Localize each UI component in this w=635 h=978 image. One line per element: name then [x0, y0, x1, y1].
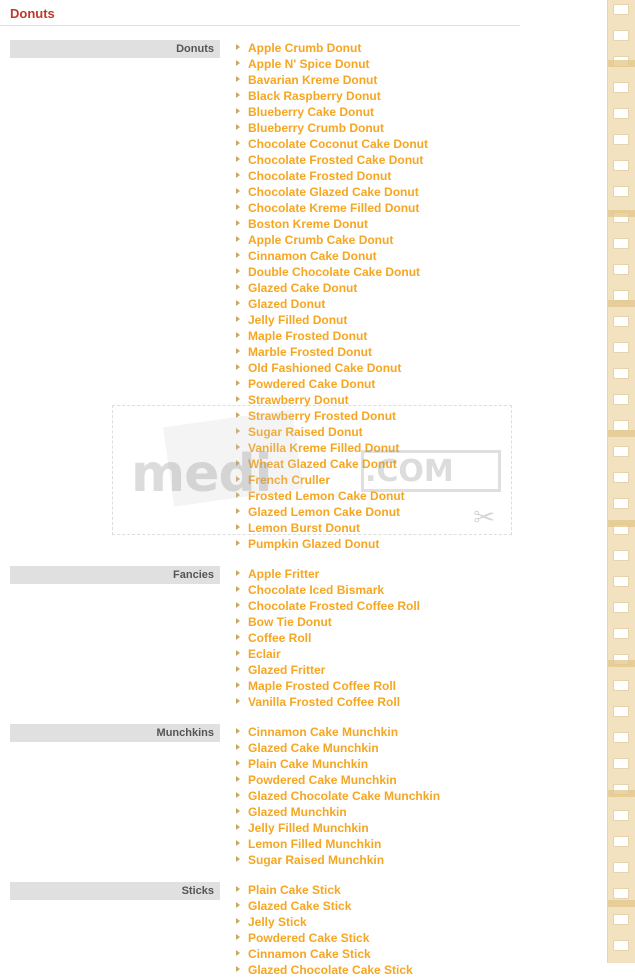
list-item[interactable]: [236, 788, 600, 804]
list-item-label: Cinnamon Cake Donut: [248, 249, 377, 263]
list-item-label: Blueberry Cake Donut: [248, 105, 375, 119]
list-item[interactable]: [236, 216, 600, 232]
list-item-label: Sugar Raised Donut: [248, 425, 363, 439]
list-item-label: Old Fashioned Cake Donut: [248, 361, 402, 375]
filmstrip-band: [608, 900, 635, 907]
filmstrip-perforation: [613, 888, 629, 899]
list-item-label: Bow Tie Donut: [248, 615, 332, 629]
list-item[interactable]: [236, 724, 600, 740]
list-item[interactable]: [236, 852, 600, 868]
list-item-label: Apple N' Spice Donut: [248, 57, 370, 71]
list-item[interactable]: [236, 536, 600, 552]
section-fancies: [0, 566, 600, 710]
list-item[interactable]: [236, 184, 600, 200]
filmstrip-decoration: [607, 0, 635, 963]
filmstrip-perforation: [613, 342, 629, 353]
list-item-label: Chocolate Glazed Cake Donut: [248, 185, 419, 199]
section-donuts: [0, 40, 600, 552]
filmstrip-perforation: [613, 680, 629, 691]
list-item-label: Pumpkin Glazed Donut: [248, 537, 380, 551]
list-item[interactable]: [236, 280, 600, 296]
filmstrip-band: [608, 520, 635, 527]
list-item-label: Strawberry Donut: [248, 393, 349, 407]
list-item-label: Chocolate Frosted Cake Donut: [248, 153, 424, 167]
filmstrip-perforation: [613, 810, 629, 821]
bullet-icon: [236, 236, 240, 242]
bullet-icon: [236, 428, 240, 434]
bullet-icon: [236, 268, 240, 274]
list-item-label: Sugar Raised Munchkin: [248, 853, 385, 867]
bullet-icon: [236, 156, 240, 162]
filmstrip-perforation: [613, 394, 629, 405]
list-item-label: Glazed Cake Stick: [248, 899, 352, 913]
filmstrip-band: [608, 210, 635, 217]
bullet-icon: [236, 348, 240, 354]
list-item[interactable]: [236, 488, 600, 504]
list-item-label: French Cruller: [248, 473, 331, 487]
bullet-icon: [236, 332, 240, 338]
list-item[interactable]: [236, 898, 600, 914]
filmstrip-perforation: [613, 576, 629, 587]
list-item-label: Chocolate Frosted Donut: [248, 169, 392, 183]
list-item[interactable]: [236, 582, 600, 598]
list-item-label: Lemon Filled Munchkin: [248, 837, 382, 851]
filmstrip-band: [608, 300, 635, 307]
bullet-icon: [236, 508, 240, 514]
list-item-label: Double Chocolate Cake Donut: [248, 265, 421, 279]
list-item-label: Chocolate Kreme Filled Donut: [248, 201, 420, 215]
bullet-icon: [236, 808, 240, 814]
bullet-icon: [236, 44, 240, 50]
scissors-icon: ✂: [473, 502, 495, 532]
list-item[interactable]: [236, 40, 600, 56]
list-item[interactable]: [236, 930, 600, 946]
bullet-icon: [236, 316, 240, 322]
section-label: Donuts: [10, 40, 220, 58]
filmstrip-perforation: [613, 82, 629, 93]
list-item[interactable]: [236, 836, 600, 852]
bullet-icon: [236, 412, 240, 418]
list-item[interactable]: [236, 296, 600, 312]
filmstrip-perforation: [613, 264, 629, 275]
list-item[interactable]: [236, 200, 600, 216]
filmstrip-band: [608, 60, 635, 67]
filmstrip-perforation: [613, 134, 629, 145]
bullet-icon: [236, 476, 240, 482]
list-item-label: Lemon Burst Donut: [248, 521, 360, 535]
list-item[interactable]: [236, 344, 600, 360]
list-item[interactable]: [236, 408, 600, 424]
list-item-label: Glazed Munchkin: [248, 805, 347, 819]
bullet-icon: [236, 760, 240, 766]
list-item[interactable]: [236, 120, 600, 136]
bullet-icon: [236, 650, 240, 656]
bullet-icon: [236, 570, 240, 576]
list-item-label: Jelly Filled Munchkin: [248, 821, 369, 835]
section-label: Munchkins: [10, 724, 220, 742]
filmstrip-band: [608, 790, 635, 797]
item-list: [236, 566, 600, 710]
list-item[interactable]: [236, 598, 600, 614]
list-item-label: Vanilla Frosted Coffee Roll: [248, 695, 401, 709]
filmstrip-perforation: [613, 550, 629, 561]
bullet-icon: [236, 76, 240, 82]
list-item[interactable]: [236, 678, 600, 694]
list-item[interactable]: [236, 614, 600, 630]
bullet-icon: [236, 966, 240, 972]
bullet-icon: [236, 728, 240, 734]
bullet-icon: [236, 124, 240, 130]
list-item[interactable]: [236, 232, 600, 248]
list-item[interactable]: [236, 392, 600, 408]
filmstrip-perforation: [613, 368, 629, 379]
list-item[interactable]: [236, 56, 600, 72]
list-item-label: Boston Kreme Donut: [248, 217, 368, 231]
list-item[interactable]: [236, 472, 600, 488]
bullet-icon: [236, 300, 240, 306]
list-item-label: Powdered Cake Donut: [248, 377, 376, 391]
list-item-label: Glazed Chocolate Cake Stick: [248, 963, 413, 977]
filmstrip-perforation: [613, 628, 629, 639]
list-item[interactable]: [236, 914, 600, 930]
list-item-label: Strawberry Frosted Donut: [248, 409, 397, 423]
filmstrip-perforation: [613, 108, 629, 119]
bullet-icon: [236, 918, 240, 924]
list-item-label: Apple Fritter: [248, 567, 320, 581]
filmstrip-perforation: [613, 758, 629, 769]
bullet-icon: [236, 460, 240, 466]
list-item[interactable]: [236, 440, 600, 456]
list-item[interactable]: [236, 756, 600, 772]
filmstrip-perforation: [613, 914, 629, 925]
list-item-label: Plain Cake Stick: [248, 883, 341, 897]
bullet-icon: [236, 108, 240, 114]
bullet-icon: [236, 586, 240, 592]
list-item[interactable]: [236, 72, 600, 88]
filmstrip-perforation: [613, 472, 629, 483]
bullet-icon: [236, 792, 240, 798]
bullet-icon: [236, 284, 240, 290]
bullet-icon: [236, 60, 240, 66]
list-item-label: Blueberry Crumb Donut: [248, 121, 385, 135]
bullet-icon: [236, 856, 240, 862]
list-item-label: Apple Crumb Cake Donut: [248, 233, 394, 247]
bullet-icon: [236, 140, 240, 146]
list-item[interactable]: [236, 962, 600, 978]
list-item-label: Jelly Filled Donut: [248, 313, 348, 327]
filmstrip-perforation: [613, 316, 629, 327]
list-item-label: Maple Frosted Coffee Roll: [248, 679, 397, 693]
list-item[interactable]: [236, 820, 600, 836]
list-item-label: Maple Frosted Donut: [248, 329, 368, 343]
list-item-label: Glazed Lemon Cake Donut: [248, 505, 401, 519]
filmstrip-perforation: [613, 836, 629, 847]
list-item[interactable]: [236, 740, 600, 756]
bullet-icon: [236, 634, 240, 640]
list-item[interactable]: [236, 804, 600, 820]
list-item[interactable]: [236, 264, 600, 280]
bullet-icon: [236, 840, 240, 846]
list-item[interactable]: [236, 168, 600, 184]
list-item-label: Plain Cake Munchkin: [248, 757, 369, 771]
bullet-icon: [236, 698, 240, 704]
list-item-label: Coffee Roll: [248, 631, 312, 645]
filmstrip-perforation: [613, 238, 629, 249]
list-item[interactable]: [236, 360, 600, 376]
list-item-label: Chocolate Iced Bismark: [248, 583, 385, 597]
list-item-label: Vanilla Kreme Filled Donut: [248, 441, 400, 455]
bullet-icon: [236, 934, 240, 940]
bullet-icon: [236, 220, 240, 226]
filmstrip-band: [608, 660, 635, 667]
filmstrip-perforation: [613, 446, 629, 457]
bullet-icon: [236, 172, 240, 178]
bullet-icon: [236, 824, 240, 830]
list-item-label: Chocolate Frosted Coffee Roll: [248, 599, 421, 613]
list-item-label: Bavarian Kreme Donut: [248, 73, 378, 87]
filmstrip-perforation: [613, 160, 629, 171]
bullet-icon: [236, 524, 240, 530]
bullet-icon: [236, 540, 240, 546]
watermark-domain-text: .COM: [365, 454, 454, 489]
list-item-label: Marble Frosted Donut: [248, 345, 373, 359]
section-label: Sticks: [10, 882, 220, 900]
list-item[interactable]: [236, 662, 600, 678]
list-item-label: Jelly Stick: [248, 915, 307, 929]
list-item[interactable]: [236, 646, 600, 662]
item-list: [236, 882, 600, 978]
filmstrip-perforation: [613, 498, 629, 509]
list-item-label: Powdered Cake Munchkin: [248, 773, 397, 787]
list-item-label: Glazed Fritter: [248, 663, 326, 677]
list-item[interactable]: [236, 88, 600, 104]
filmstrip-perforation: [613, 30, 629, 41]
item-list: [236, 724, 600, 868]
list-item-label: Chocolate Coconut Cake Donut: [248, 137, 429, 151]
list-item-label: Cinnamon Cake Munchkin: [248, 725, 399, 739]
bullet-icon: [236, 602, 240, 608]
bullet-icon: [236, 380, 240, 386]
list-item[interactable]: [236, 772, 600, 788]
bullet-icon: [236, 682, 240, 688]
bullet-icon: [236, 886, 240, 892]
bullet-icon: [236, 204, 240, 210]
list-item-label: Powdered Cake Stick: [248, 931, 370, 945]
list-item[interactable]: [236, 504, 600, 520]
bullet-icon: [236, 188, 240, 194]
filmstrip-perforation: [613, 732, 629, 743]
list-item[interactable]: [236, 376, 600, 392]
section-munchkins: [0, 724, 600, 868]
bullet-icon: [236, 492, 240, 498]
bullet-icon: [236, 618, 240, 624]
list-item[interactable]: [236, 104, 600, 120]
list-item[interactable]: [236, 694, 600, 710]
bullet-icon: [236, 396, 240, 402]
list-item[interactable]: [236, 312, 600, 328]
list-item[interactable]: [236, 630, 600, 646]
watermark-text: medi: [131, 444, 272, 504]
list-item-label: Glazed Donut: [248, 297, 326, 311]
page-title: Donuts: [0, 0, 520, 26]
filmstrip-perforation: [613, 4, 629, 15]
section-sticks: [0, 882, 600, 978]
list-item[interactable]: [236, 456, 600, 472]
filmstrip-perforation: [613, 186, 629, 197]
bullet-icon: [236, 364, 240, 370]
bullet-icon: [236, 666, 240, 672]
bullet-icon: [236, 950, 240, 956]
filmstrip-perforation: [613, 602, 629, 613]
list-item[interactable]: [236, 520, 600, 536]
list-item[interactable]: [236, 328, 600, 344]
section-label: Fancies: [10, 566, 220, 584]
bullet-icon: [236, 92, 240, 98]
list-item-label: Glazed Cake Donut: [248, 281, 358, 295]
list-item[interactable]: [236, 946, 600, 962]
list-item-label: Black Raspberry Donut: [248, 89, 381, 103]
list-item-label: Cinnamon Cake Stick: [248, 947, 371, 961]
item-list: [236, 40, 600, 552]
list-item[interactable]: [236, 566, 600, 582]
list-item[interactable]: [236, 424, 600, 440]
filmstrip-perforation: [613, 706, 629, 717]
list-item-label: Frosted Lemon Cake Donut: [248, 489, 405, 503]
list-item[interactable]: [236, 248, 600, 264]
bullet-icon: [236, 444, 240, 450]
list-item[interactable]: [236, 136, 600, 152]
bullet-icon: [236, 902, 240, 908]
bullet-icon: [236, 776, 240, 782]
menu-content: [0, 40, 600, 978]
list-item-label: Apple Crumb Donut: [248, 41, 362, 55]
bullet-icon: [236, 252, 240, 258]
list-item-label: Wheat Glazed Cake Donut: [248, 457, 397, 471]
list-item-label: Eclair: [248, 647, 281, 661]
filmstrip-band: [608, 430, 635, 437]
filmstrip-perforation: [613, 862, 629, 873]
filmstrip-perforation: [613, 940, 629, 951]
list-item[interactable]: [236, 882, 600, 898]
bullet-icon: [236, 744, 240, 750]
list-item-label: Glazed Cake Munchkin: [248, 741, 379, 755]
list-item-label: Glazed Chocolate Cake Munchkin: [248, 789, 441, 803]
list-item[interactable]: [236, 152, 600, 168]
